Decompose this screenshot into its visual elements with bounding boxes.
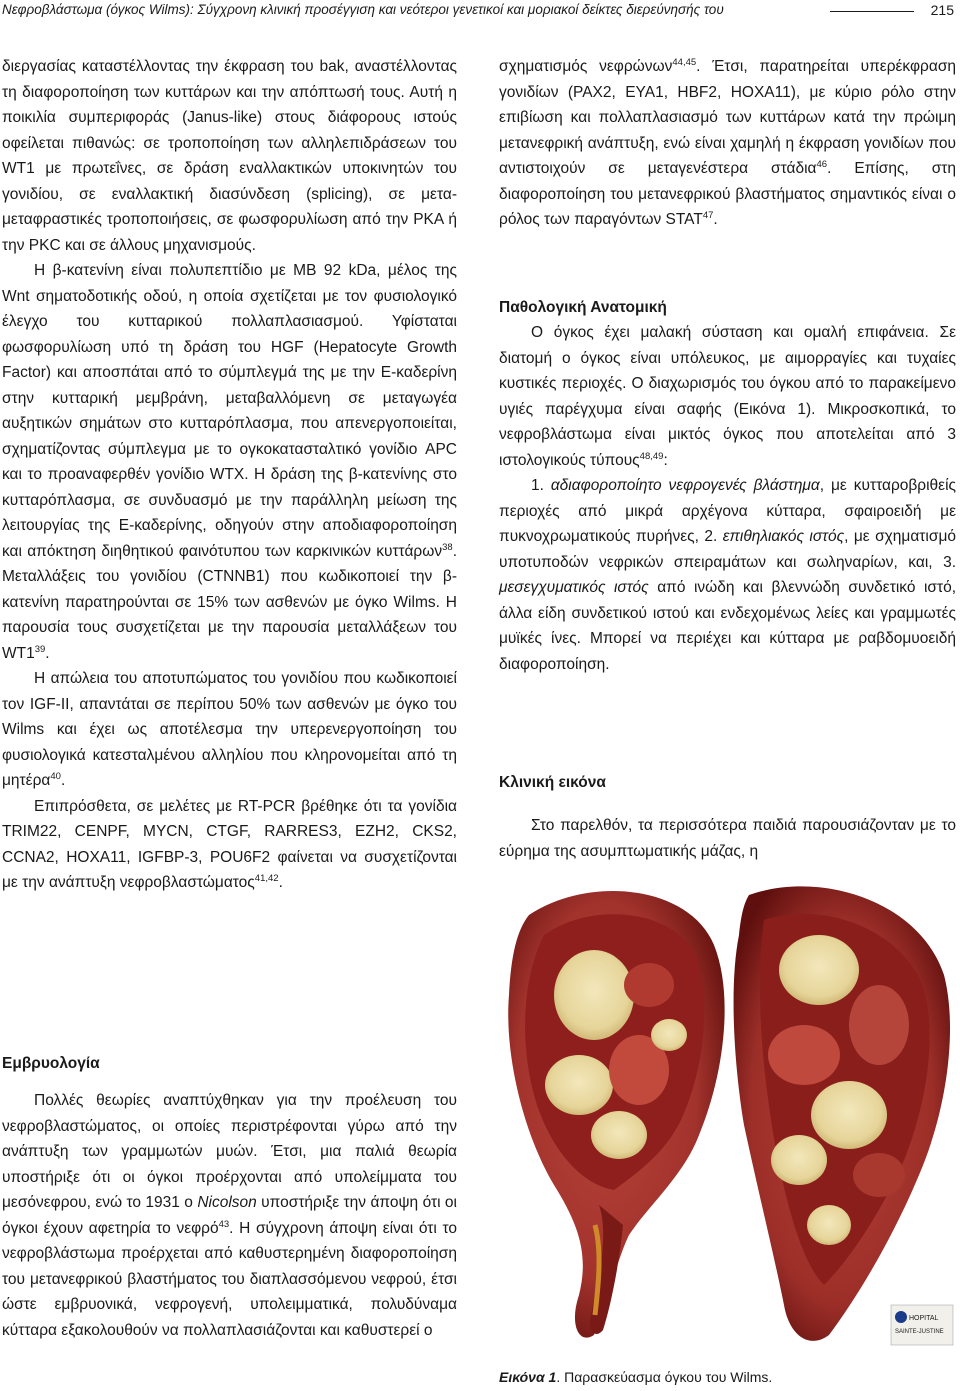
right-column-pathology — [499, 320, 956, 677]
list-item: 1. αδιαφοροποίητο νεφρογενές βλάστημα, με κυτταροβριθείς περιοχές από μικρά αρχέγονα κύτταρα, σφαιροειδή με πυκνοχρωματικούς πυρήνες, 2. επιθηλιακός ιστός, με σχηματισμό υποτυποδών νεφρικών σπειραμάτων και σωληναρίων, και, 3. μεσεγχυματικός ιστός από ινώδη και βλεννώδη συνδετικό ιστό, άλλα είδη συνδετικού ιστού και ενδεχομένως λείες και γραμμωτές μυϊκές ίνες. Μπορεί να περιέχει και κύτταρα με ραβδομυοειδή διαφοροποίηση. — [499, 477, 957, 673]
section-heading-clinical: Κλινική εικόνα — [499, 774, 606, 791]
left-column — [2, 54, 457, 896]
paragraph: Ο όγκος έχει μαλακή σύσταση και ομαλή επιφάνεια. Σε διατομή ο όγκος είναι υπόλευκος, με αιμορραγίες και τυχαίες κυστικές περιοχές. Ο διαχωρισμός του όγκου από το παρακείμενο υγιές παρέγχυμα είναι σαφής (Εικόνα 1). Μικροσκοπικά, το νεφροβλάστωμα είναι μικτός όγκος που αποτελείται από 3 ιστολογικούς τύπους$^{48,49}$: — [499, 324, 956, 469]
right-column — [499, 54, 956, 233]
hospital-label-card — [891, 1305, 953, 1345]
header-rule — [830, 11, 914, 12]
paragraph: Στο παρελθόν, τα περισσότερα παιδιά παρουσιάζονταν με το εύρημα της ασυμπτωματικής μάζας, η — [499, 817, 956, 860]
paragraph: Η απώλεια του αποτυπώματος του γονιδίου που κωδικοποιεί τον IGF-II, απαντάται σε περίπου 50% των ασθενών με όγκο του Wilms και έχει ως αποτέλεσμα την υπερενεργοποίηση του φυσιολογικά κατεσταλμένου αλληλίου που κληρονομείται από τη μητέρα$^{40}$. — [2, 670, 457, 789]
figure-caption — [499, 1368, 772, 1386]
label-line-2: SAINTE-JUSTINE — [895, 1329, 944, 1335]
label-line-1: HOPITAL — [909, 1315, 939, 1322]
specimen-left-half — [508, 891, 724, 1338]
specimen-illustration — [499, 875, 957, 1363]
page-number: 215 — [930, 2, 954, 18]
paragraph: Η β-κατενίνη είναι πολυπεπτίδιο με ΜΒ 92 kDa, μέλος της Wnt σηματοδοτικής οδού, η οποία σχετίζεται με τον φυσιολογικό έλεγχο του κυτταρικού πολλαπλασιασμού. Υφίσταται φωσφορυλίωση υπό τη δράση του HGF (Hepatocyte Growth Factor) και αποσπάται από το σύμπλεγμά της με την Ε-καδερίνη στην κυτταρική μεμβράνη, μεταβαλλόμενη σε μεταγωγέα αυξητικών σημάτων στο κυτταρόπλασμα, που απενεργοποιείται, σχηματίζοντας σύμπλεγμα με το ογκοκατασταλτικό γονίδιο APC και το προαναφερθέν γονίδιο WTX. Η δράση της β-κατενίνης στο κυτταρόπλασμα, σε συνδυασμό με την παράλληλη μείωση της λειτουργίας της Ε-καδερίνης, οδηγούν στην αποδιαφοροποίηση και απόκτηση διηθητικού φαινότυπου των καρκινικών κυττάρων$^{38}$. Μεταλλάξεις του γονιδίου (CTNNB1) που κωδικοποιεί την β-κατενίνη παρατηρούνται σε 15% των ασθενών με όγκο Wilms. Η παρουσία τους συσχετίζεται με την παρουσία μεταλλάξεων του $WT1^{39}$. — [2, 262, 457, 662]
section-heading-pathology: Παθολογική Ανατομική — [499, 299, 667, 316]
running-header — [2, 0, 957, 20]
specimen-right-half — [734, 886, 950, 1341]
paragraph: σχηματισμός νεφρώνων$^{44,45}$. Έτσι, παρατηρείται υπερέκφραση γονιδίων (PAX2, EYA1, HBF2, HOXA11), με κύριο ρόλο στην επιβίωση και πολλαπλασιασμό των κυττάρων κατά την πρώιμη μετανεφρική ανάπτυξη, ενώ είναι χαμηλή η έκφραση γονιδίων που αντιστοιχούν σε μεταγενέστερα στάδια$^{46}$. Επίσης, στη διαφοροποίηση του μετανεφρικού βλαστήματος σημαντικός είναι ο ρόλος των παραγόντων STAT$^{47}$. — [499, 57, 957, 228]
running-title: Νεφροβλάστωμα (όγκος Wilms): Σύγχρονη κλινική προσέγγιση και νεότεροι γενετικοί και μοριακοί δείκτες διερεύνησής του — [2, 2, 724, 17]
section-heading-embryology: Εμβρυολογία — [2, 1055, 100, 1072]
right-column-clinical — [499, 813, 956, 864]
left-column-continued — [2, 1088, 457, 1343]
caption-label: Εικόνα 1 — [499, 1369, 557, 1385]
figure-specimen-photo — [499, 875, 957, 1363]
paragraph: Πολλές θεωρίες αναπτύχθηκαν για την προέλευση του νεφροβλαστώματος, οι οποίες περιστρέφονται γύρω από την ανάπτυξη των γραμμωτών μυών. Έτσι, μια παλιά θεωρία υποστήριξε ότι οι όγκοι προέρχονται από υπολείμματα του μεσόνεφρου, ενώ το 1931 ο Nicolson υποστήριξε την άποψη ότι οι όγκοι έχουν αφετηρία το νεφρό$^{43}$. Η σύγχρονη άποψη είναι ότι το νεφροβλάστωμα προέρχεται από καθυστερημένη διαφοροποίηση του μετανεφρικού βλαστήματος του διαπλασσόμενου νεφρού, έτσι ώστε εμβρυονικά, νεφρογενή, υπολειμματικά, πολυδύναμα κύτταρα εξακολουθούν να πολλαπλασιάζονται και καθυστερεί ο — [2, 1092, 457, 1339]
caption-text: . Παρασκεύασμα όγκου του Wilms. — [556, 1369, 773, 1385]
paragraph: διεργασίας καταστέλλοντας την έκφραση του bak, αναστέλλοντας τη διαφοροποίηση των κυττάρων και την απόπτωσή τους. Αυτή η ποικιλία συμπεριφοράς (Janus-like) στους διάφορους ιστούς οφείλεται πιθανώς: σε τροποποίηση των αλληλεπιδράσεων του WT1 με πρωτεΐνες, σε δράση εναλλακτικών υποκινητών του γονιδίου, σε εναλλακτική διασύνδεση (splicing), σε μετα-μεταφραστικές τροποποιήσεις, σε φωσφορυλίωση από την PKA ή την PKC και σε άλλους μηχανισμούς. — [2, 58, 457, 254]
paragraph: Επιπρόσθετα, σε μελέτες με RT-PCR βρέθηκε ότι τα γονίδια TRIM22, CENPF, MYCN, CTGF, RARRES3, EZH2, CKS2, CCNA2, HOXA11, IGFBP-3, POU6F2 φαίνεται να συσχετίζονται με την ανάπτυξη νεφροβλαστώματος$^{41,42}$. — [2, 797, 457, 891]
